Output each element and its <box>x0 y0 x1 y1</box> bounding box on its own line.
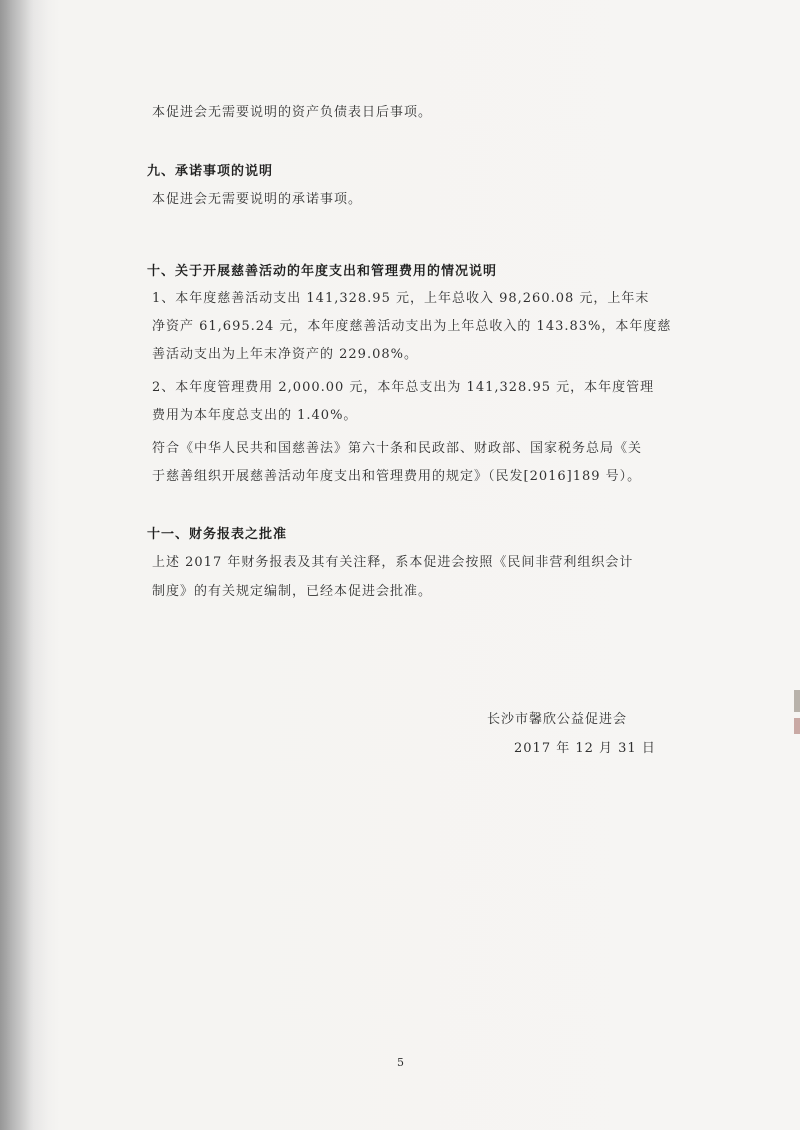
organization-name: 长沙市馨欣公益促进会 <box>487 712 628 727</box>
paragraph-2-line-1: 2、本年度管理费用 2,000.00 元，本年总支出为 141,328.95 元，本年度管理 <box>152 380 655 395</box>
binding-shadow <box>0 0 48 1130</box>
section-heading-11: 十一、财务报表之批准 <box>147 527 288 542</box>
paragraph-1-line-2: 净资产 61,695.24 元，本年度慈善活动支出为上年总收入的 143.83%，本年度慈 <box>152 319 672 334</box>
text-line-no-commitments: 本促进会无需要说明的承诺事项。 <box>152 192 363 207</box>
paragraph-3-line-1: 符合《中华人民共和国慈善法》第六十条和民政部、财政部、国家税务总局《关 <box>152 441 643 456</box>
edge-mark <box>794 718 800 734</box>
page-number: 5 <box>397 1056 404 1069</box>
text-line-no-post-balance-items: 本促进会无需要说明的资产负债表日后事项。 <box>152 105 433 120</box>
paragraph-4-line-1: 上述 2017 年财务报表及其有关注释，系本促进会按照《民间非营利组织会计 <box>152 555 634 570</box>
signature-date: 2017 年 12 月 31 日 <box>514 741 656 756</box>
edge-mark <box>794 690 800 712</box>
section-heading-9: 九、承诺事项的说明 <box>147 164 274 179</box>
section-heading-10: 十、关于开展慈善活动的年度支出和管理费用的情况说明 <box>147 264 498 279</box>
paragraph-1-line-1: 1、本年度慈善活动支出 141,328.95 元，上年总收入 98,260.08 元，上年末 <box>152 291 650 306</box>
paragraph-3-line-2: 于慈善组织开展慈善活动年度支出和管理费用的规定》（民发[2016]189 号）。 <box>152 469 642 484</box>
paragraph-4-line-2: 制度》的有关规定编制，已经本促进会批准。 <box>152 584 433 599</box>
paragraph-1-line-3: 善活动支出为上年末净资产的 229.08%。 <box>152 347 418 362</box>
paragraph-2-line-2: 费用为本年度总支出的 1.40%。 <box>152 408 358 423</box>
